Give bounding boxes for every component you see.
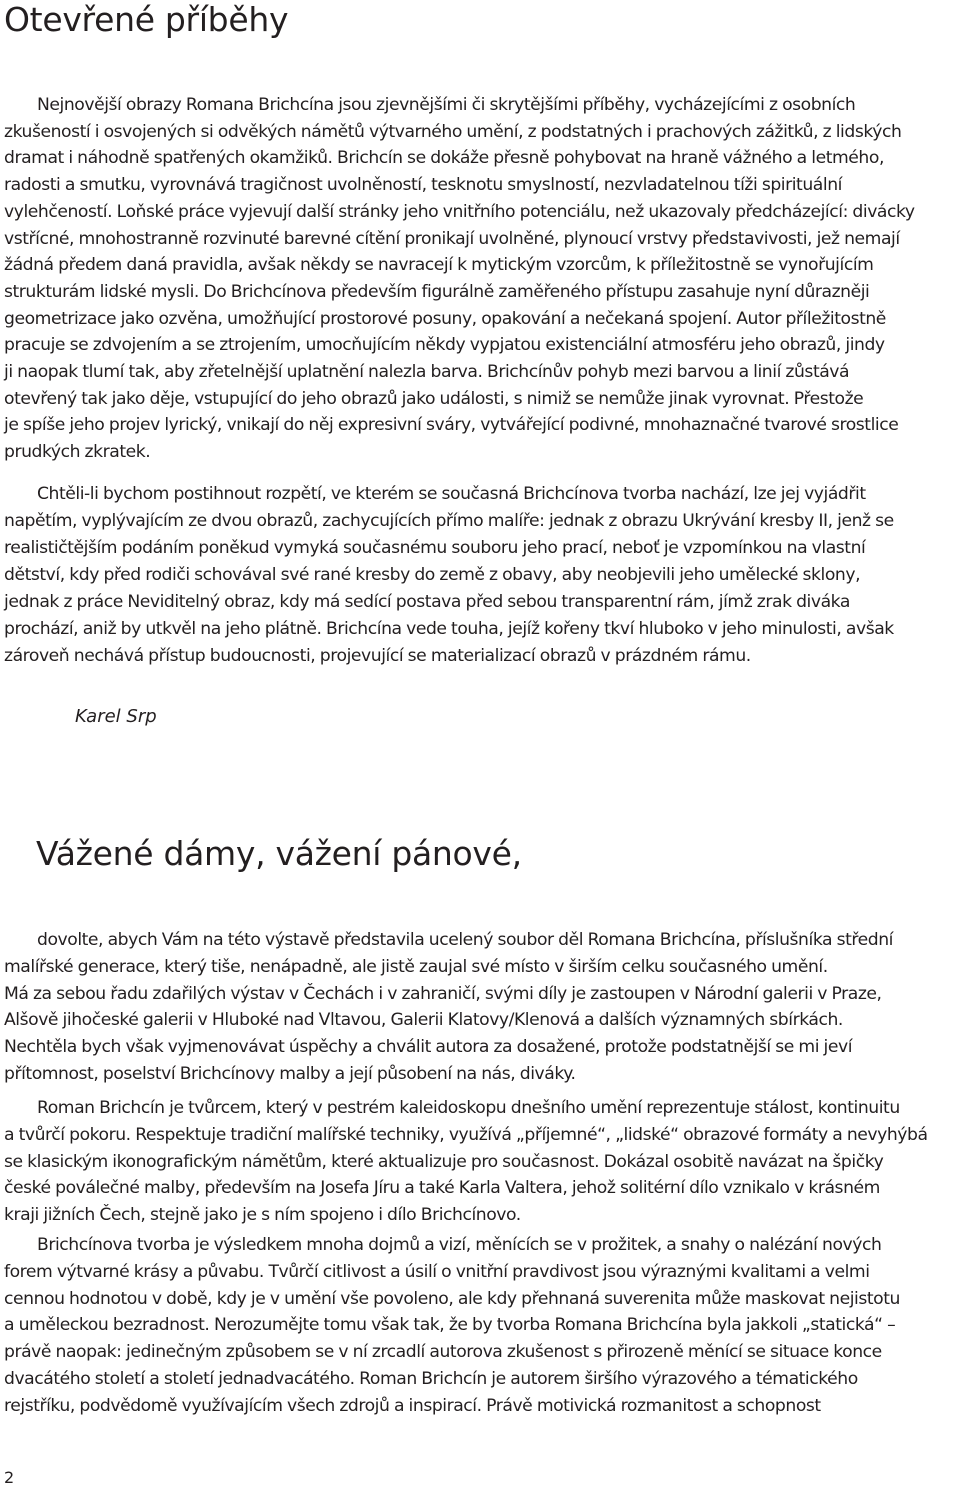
text-line: ji naopak tlumí tak, aby zřetelnější uplatnění nalezla barva. Brichcínův pohyb mezi barvou a linií zůstává <box>4 362 850 383</box>
text-line: Má za sebou řadu zdařilých výstav v Čechách i v zahraničí, svými díly je zastoupen v Národní galerii v Praze, <box>4 983 882 1004</box>
essay-paragraph-2 <box>4 481 894 670</box>
text-line: zkušeností i osvojených si odvěkých námětů výtvarného umění, z podstatných i prachových zážitků, z lidských <box>4 121 902 142</box>
text-line: dětství, kdy před rodiči schovával své rané kresby do země z obavy, aby neobjevili jeho umělecké sklony, <box>4 565 861 585</box>
letter-paragraph-2 <box>4 1095 928 1229</box>
text-line: forem výtvarné krásy a půvabu. Tvůrčí citlivost a úsilí o vnitřní pravdivost jsou výraznými kvalitami a velmi <box>4 1261 870 1282</box>
text-line: radosti a smutku, vyrovnává tragičnost uvolněností, tesknotu smyslností, nezvladatelnou tíži spirituální <box>4 175 842 196</box>
text-line: jednak z práce Neviditelný obraz, kdy má sedící postava před sebou transparentní rám, jímž zrak diváka <box>4 592 850 612</box>
text-line: prochází, aniž by utkvěl na jeho plátně. Brichcína vede touha, jejíž kořeny tkví hluboko v jeho minulosti, avšak <box>4 619 894 639</box>
text-line: přítomnost, poselství Brichcínovy malby a její působení na nás, diváky. <box>4 1063 576 1084</box>
text-line: Nechtěla bych však vyjmenovávat úspěchy a chválit autora za dosažené, protože podstatnější se mi jeví <box>4 1037 853 1058</box>
text-line: geometrizace jako ozvěna, umožňující prostorové posuny, opakování a nečekaná spojení. Autor příležitostně <box>4 308 886 329</box>
text-line: Alšově jihočeské galerii v Hluboké nad Vltavou, Galerii Klatovy/Klenová a dalších významných sbírkách. <box>4 1010 843 1031</box>
text-line: pracuje se zdvojením a se ztrojením, umocňujícím někdy vypjatou existenciální atmosféru jeho obrazů, jindy <box>4 335 885 356</box>
text-line: malířské generace, který tiše, nenápadně, ale jistě zaujal své místo v širším celku současného umění. <box>4 956 828 977</box>
text-line: prudkých zkratek. <box>4 442 151 463</box>
text-line: Nejnovější obrazy Romana Brichcína jsou zjevnějšími či skrytějšími příběhy, vycházejícími z osobních <box>37 95 856 115</box>
text-line: dvacátého století a století jednadvacátého. Roman Brichcín je autorem širšího výrazového a tématického <box>4 1368 858 1389</box>
text-line: a tvůrčí pokoru. Respektuje tradiční malířské techniky, využívá „příjemné“, „lidské“ obrazové formáty a nevyhýbá <box>4 1124 928 1145</box>
text-line: se klasickým ikonografickým námětům, které aktualizuje pro současnost. Dokázal osobitě navázat na špičky <box>4 1151 884 1172</box>
letter-paragraph-1 <box>4 927 893 1088</box>
text-line: dovolte, abych Vám na této výstavě představila ucelený soubor děl Romana Brichcína, příslušníka střední <box>37 930 894 950</box>
text-line: napětím, vyplývajícím ze dvou obrazů, zachycujících přímo malíře: jednak z obrazu Ukrývání kresby II, jenž se <box>4 511 894 531</box>
text-line: dramat i náhodně spatřených okamžiků. Brichcín se dokáže přesně pohybovat na hraně vážného a letmého, <box>4 148 884 169</box>
text-line: rejstříku, podvědomě využívajícím všech zdrojů a inspirací. Právě motivická rozmanitost a schopnost <box>4 1395 821 1416</box>
page-number: 2 <box>4 1468 15 1487</box>
text-line: otevřený tak jako děje, vstupující do jeho obrazů jako události, s nimiž se nemůže jinak vyrovnat. Přestože <box>4 388 864 409</box>
text-line: strukturám lidské mysli. Do Brichcínova především figurálně zaměřeného přístupu zasahuje nyní důrazněji <box>4 281 870 302</box>
text-line: zároveň nechává přístup budoucnosti, projevující se materializací obrazů v prázdném rámu. <box>4 646 751 666</box>
text-line: Brichcínova tvorba je výsledkem mnoha dojmů a vizí, měnících se v prožitek, a snahy o nalézání nových <box>37 1235 882 1255</box>
letter-paragraph-3 <box>4 1232 900 1420</box>
text-line: kraji jižních Čech, stejně jako je s ním spojeno i dílo Brichcínovo. <box>4 1205 521 1226</box>
text-line: a uměleckou bezradnost. Nerozumějte tomu však tak, že by tvorba Romana Brichcína byla jakkoli „statická“ – <box>4 1315 896 1336</box>
text-line: cennou hodnotou v době, kdy je v umění vše povoleno, ale kdy přehnaná suverenita může maskovat nejistotu <box>4 1288 900 1309</box>
essay-paragraph-1 <box>4 92 915 466</box>
section-title-otevrene-pribehy: Otevřené příběhy <box>4 0 289 39</box>
author-signature: Karel Srp <box>75 706 157 727</box>
text-line: je spíše jeho projev lyrický, vnikají do něj expresivní sváry, vytvářející podivné, mnohaznačné tvarové srostlice <box>4 415 899 436</box>
text-line: žádná předem daná pravidla, avšak někdy se navracejí k mytickým vzorcům, k příležitostně se vynořujícím <box>4 255 874 276</box>
text-line: právě naopak: jedinečným způsobem se v ní zrcadlí autorova zkušenost s přirozeně měnící se situace konce <box>4 1342 882 1363</box>
text-line: realističtějším podáním poněkud vymyká současnému souboru jeho prací, neboť je vzpomínkou na vlastní <box>4 538 866 558</box>
text-line: Roman Brichcín je tvůrcem, který v pestrém kaleidoskopu dnešního umění reprezentuje stálost, kontinuitu <box>37 1098 900 1118</box>
text-line: české poválečné malby, především na Josefa Jíru a také Karla Valtera, jehož solitérní dílo vznikalo v krásném <box>4 1178 880 1199</box>
text-line: Chtěli-li bychom postihnout rozpětí, ve kterém se současná Brichcínova tvorba nachází, lze jej vyjádřit <box>37 484 866 504</box>
text-line: vylehčeností. Loňské práce vyjevují další stránky jeho vnitřního potenciálu, než ukazovaly předcházející: divácky <box>4 201 915 222</box>
text-line: vstřícné, mnohostranně rozvinuté barevné cítění pronikají uvolněné, plynoucí vrstvy představivosti, jež nemají <box>4 228 900 249</box>
section-title-greeting: Vážené dámy, vážení pánové, <box>36 834 522 873</box>
